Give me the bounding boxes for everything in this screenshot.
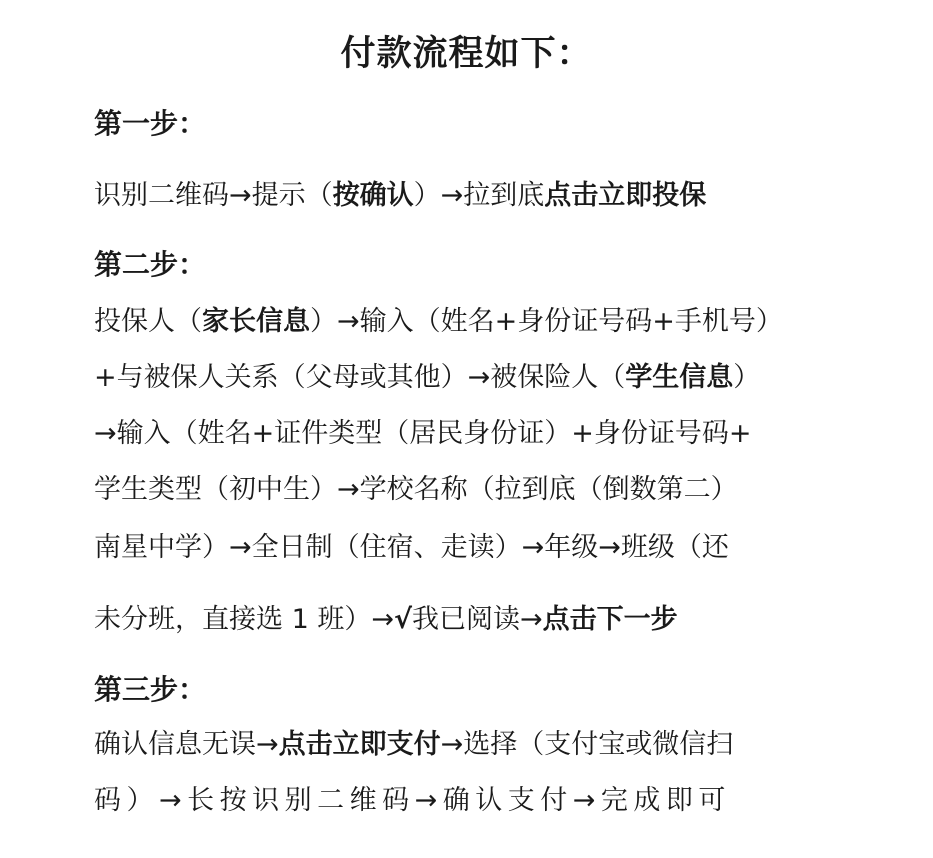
step2-line-1-bold: 家长信息 (202, 306, 310, 337)
step2-heading: 第二步： (94, 248, 207, 281)
step2-line-1-seg: ）→输入（姓名+身份证号码+手机号） (310, 306, 783, 337)
step2-line-5-seg: 南星中学）→全日制（住宿、走读）→年级→班级（还 (94, 532, 729, 563)
step1-line-1-seg: ）→拉到底 (413, 180, 545, 211)
step2-line-6-bold: 点击下一步 (542, 604, 678, 635)
step2-line-4-seg: 学生类型（初中生）→学校名称（拉到底（倒数第二） (94, 474, 738, 505)
step2-line-6 (94, 600, 914, 640)
step1-line-1-bold: 按确认 (332, 180, 414, 211)
step2-line-6-seg: 未分班，直接选 1 班）→ (94, 604, 394, 635)
step2-line-3-seg: →输入（姓名+证件类型（居民身份证）+身份证号码+ (94, 418, 752, 449)
step3-line-1 (94, 725, 914, 765)
step3-line-1-seg: 确认信息无误→ (94, 729, 279, 760)
step1-line-1 (94, 176, 914, 216)
step2-line-3 (94, 414, 914, 454)
step3-heading: 第三步： (94, 673, 207, 706)
step3-line-1-seg: →选择（支付宝或微信扫 (440, 729, 734, 760)
step2-line-2-seg: +与被保人关系（父母或其他）→被保险人（ (94, 362, 626, 393)
step2-line-6-seg: 我已阅读→ (411, 604, 543, 635)
page-title: 付款流程如下： (340, 34, 593, 74)
step1-line-1-bold: 点击立即投保 (544, 180, 707, 211)
step2-line-1 (94, 302, 914, 342)
step1-heading: 第一步： (94, 107, 207, 140)
step3-line-2-seg: 码）→长按识别二维码→确认支付→完成即可 (94, 785, 731, 816)
step1-line-1-seg: 识别二维码→提示（ (94, 180, 333, 211)
step2-line-2-seg: ） (733, 362, 761, 393)
step2-line-2 (94, 358, 914, 398)
step2-line-1-seg: 投保人（ (94, 306, 202, 337)
check-mark: √ (393, 604, 412, 635)
step3-line-2 (94, 781, 914, 821)
step3-line-1-bold: 点击立即支付 (278, 729, 441, 760)
step2-line-2-bold: 学生信息 (625, 362, 734, 393)
step2-line-4 (94, 470, 914, 510)
step2-line-5 (94, 528, 914, 568)
